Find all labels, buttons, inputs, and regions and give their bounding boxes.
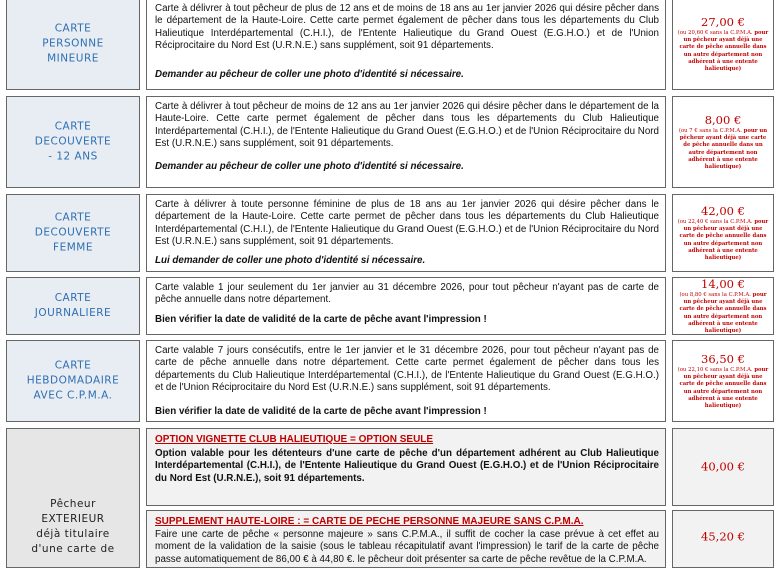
photo-note: Demander au pêcheur de coller une photo d'identité si nécessaire. — [155, 161, 464, 172]
card-type-cell — [6, 340, 140, 422]
card-type-cell — [6, 428, 140, 568]
description-cell — [146, 277, 666, 335]
price-cell — [672, 277, 774, 335]
card-type-label: CARTE DECOUVERTE FEMME — [34, 211, 112, 254]
card-type-label: CARTE HEBDOMADAIRE AVEC C.P.M.A. — [26, 359, 120, 402]
price-note: (ou 22,10 € sans la C.P.M.A. pour un pêcheur ayant déjà une carte de pêche annuelle dans un autre département non adhérent à une entente halieutique) — [677, 366, 769, 409]
description-cell — [146, 0, 666, 90]
price-value: 42,00 € — [701, 203, 745, 218]
card-description: Carte à délivrer à toute personne féminine de plus de 18 ans au 1er janvier 2026 qui désire pêcher dans le département de la Haute-Loire. Cette carte permet de pêcher dans tous les départements du Club Halieutique Interdépartemental (C.H.I.), de l'Entente Halieutique du Grand Ouest (E.G.H.O.) et de l'Union Réciprocitaire du Nord Est (U.R.N.E.) sans supplément, soit 91 départements. — [155, 199, 659, 248]
card-type-cell — [6, 277, 140, 335]
description-cell — [146, 340, 666, 422]
price-note: (ou 20,60 € sans la C.P.M.A. pour un pêcheur ayant déjà une carte de pêche annuelle dans un autre département non adhérent à une entente halieutique) — [677, 29, 769, 72]
table-row — [6, 194, 774, 272]
table-row — [6, 0, 774, 90]
photo-note: Demander au pêcheur de coller une photo d'identité si nécessaire. — [155, 69, 464, 80]
photo-note: Lui demander de coller une photo d'identité si nécessaire. — [155, 255, 426, 266]
card-description: Carte à délivrer à tout pêcheur de plus de 12 ans et de moins de 18 ans au 1er janvier 2026 qui désire pêcher dans le département de la Haute-Loire. Cette carte permet également de pêcher dans tous les départements du Club Halieutique Interdépartemental (C.H.I.), de l'Entente Halieutique du Grand Ouest (E.G.H.O.) et de l'Union Réciprocitaire du Nord Est (U.R.N.E.) sans supplément, soit 91 départements. — [155, 3, 659, 52]
option-description-cell — [146, 428, 666, 506]
description-cell — [146, 96, 666, 188]
card-type-cell — [6, 0, 140, 90]
price-note: (ou 8,80 € sans la C.P.M.A. pour un pêcheur ayant déjà une carte de pêche annuelle dans un autre département non adhérent à une entente halieutique) — [679, 291, 767, 334]
card-type-label: CARTE JOURNALIERE — [34, 292, 112, 319]
card-description: Carte valable 7 jours consécutifs, entre le 1er janvier et le 31 décembre 2026, pour tout pêcheur n'ayant pas de carte de pêche annuelle dans notre département. Cette carte permet également de pêcher dans tous les départements du Club Halieutique Interdépartemental (C.H.I.), de l'Entente Halieutique du Grand Ouest (E.G.H.O.) et de l'Union Réciprocitaire du Nord Est (U.R.N.E.) sans supplément, soit 91 départements. — [155, 345, 659, 394]
price-cell — [672, 510, 774, 568]
description-cell — [146, 194, 666, 272]
price-value: 36,50 € — [701, 351, 745, 366]
card-type-cell — [6, 96, 140, 188]
table-row — [6, 340, 774, 422]
price-cell — [672, 0, 774, 90]
price-cell — [672, 96, 774, 188]
price-value: 8,00 € — [704, 112, 742, 127]
price-value: 40,00 € — [701, 459, 745, 474]
price-note: (ou 7 € sans la C.P.M.A. pour un pêcheur ayant déjà une carte de pêche annuelle dans un autre département non adhérent à une entente halieutique) — [678, 127, 768, 170]
price-value: 45,20 € — [701, 529, 745, 544]
price-cell — [672, 194, 774, 272]
card-description: Carte valable 1 jour seulement du 1er janvier au 31 décembre 2026, pour tout pêcheur n'ayant pas de carte de pêche annuelle dans notre département. — [155, 282, 659, 306]
price-cell — [672, 428, 774, 506]
validity-warning: Bien vérifier la date de validité de la carte de pêche avant l'impression ! — [155, 406, 487, 417]
card-description: Carte à délivrer à tout pêcheur de moins de 12 ans au 1er janvier 2026 qui désire pêcher dans le département de la Haute-Loire. Cette carte permet également de pêcher dans tous les départements du Club Halieutique Interdépartemental (C.H.I.), de l'Entente Halieutique du Grand Ouest (E.G.H.O.) et de l'Union Réciprocitaire du Nord Est (U.R.N.E.) sans supplément, soit 91 départements. — [155, 101, 659, 150]
price-note: (ou 22,40 € sans la C.P.M.A. pour un pêcheur ayant déjà une carte de pêche annuelle dans un autre département non adhérent à une entente halieutique) — [677, 218, 769, 261]
exterior-section — [6, 428, 774, 568]
supplement-title: SUPPLEMENT HAUTE-LOIRE : = CARTE DE PECHE PERSONNE MAJEURE SANS C.P.M.A. — [155, 516, 584, 527]
option-title: OPTION VIGNETTE CLUB HALIEUTIQUE = OPTION SEULE — [155, 434, 434, 445]
table-row — [6, 96, 774, 188]
price-value: 27,00 € — [701, 14, 745, 29]
card-type-label: Pêcheur EXTERIEUR déjà titulaire d'une carte de — [31, 498, 115, 555]
option-description: Option valable pour les détenteurs d'une carte de pêche d'un département adhérent au Club Halieutique Interdépartemental (C.H.I.), de l'Entente Halieutique du Grand Ouest (E.G.H.O.) et de l'Union Réciprocitaire du Nord Est (U.R.N.E.), soit 91 départements. — [155, 448, 659, 484]
supplement-description-cell — [146, 510, 666, 568]
card-type-cell — [6, 194, 140, 272]
price-cell — [672, 340, 774, 422]
validity-warning: Bien vérifier la date de validité de la carte de pêche avant l'impression ! — [155, 314, 487, 325]
supplement-description: Faire une carte de pêche « personne majeure » sans C.P.M.A., il suffit de cocher la case prévue à cet effet au moment de la validation de la saisie (sous le tableau récapitulatif avant l'impression) le tarif de la carte de pêche passe automatiquement de 86,00 € à 44,80 €. le pêcheur doit présenter sa carte de pêche revêtue de la C.P.M.A. — [155, 529, 659, 565]
table-row — [6, 277, 774, 335]
price-value: 14,00 € — [701, 276, 745, 291]
card-type-label: CARTE DECOUVERTE - 12 ANS — [34, 120, 112, 163]
card-type-label: CARTE PERSONNE MINEURE — [42, 22, 104, 65]
